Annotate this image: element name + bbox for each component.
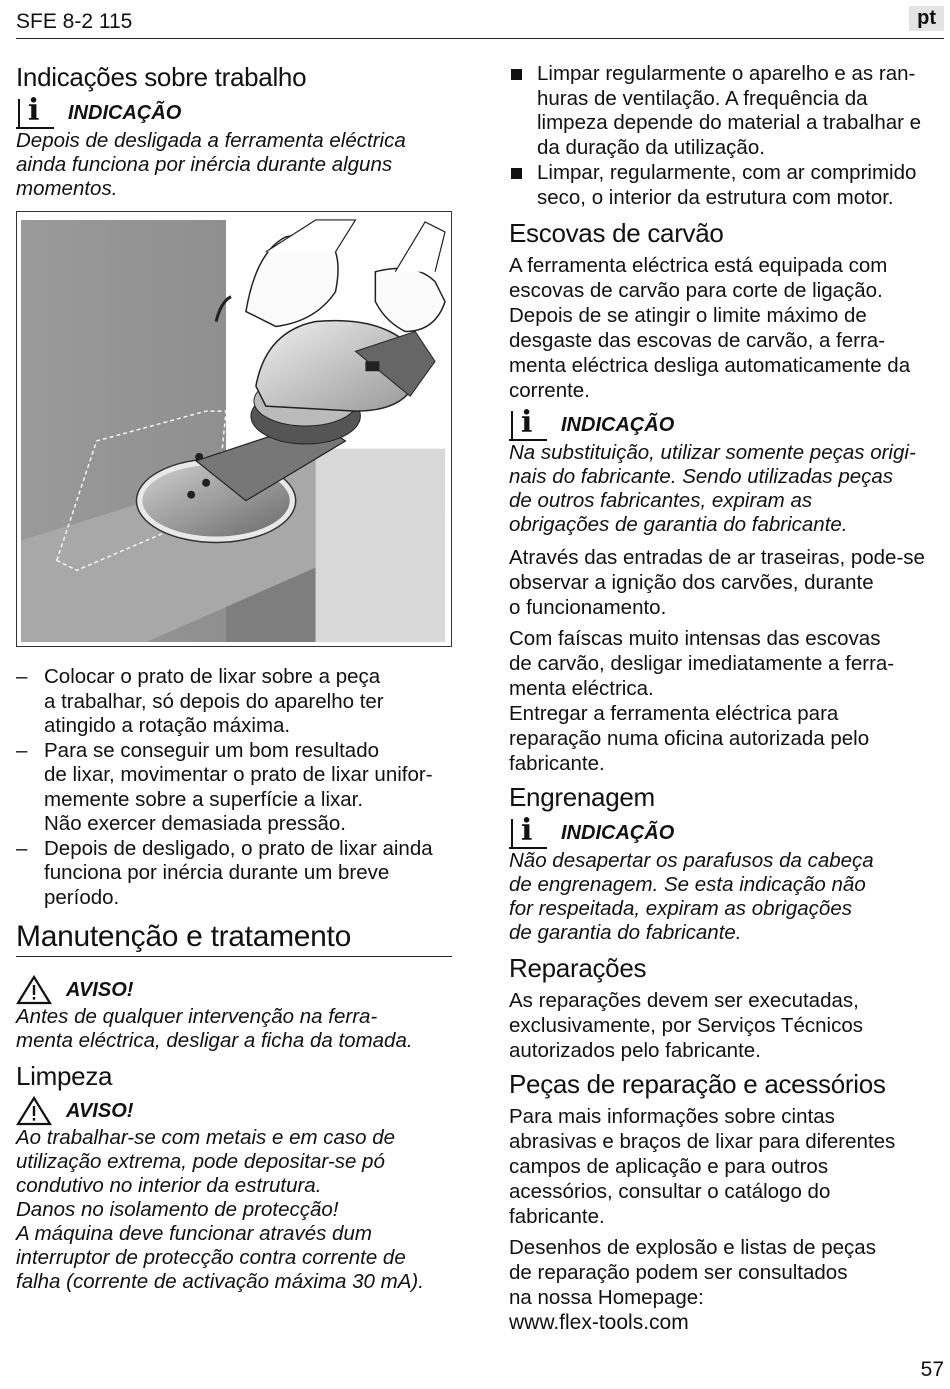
- homepage-link[interactable]: www.flex-tools.com: [509, 1311, 689, 1334]
- line: – Para se conseguir um bom resultado: [44, 738, 380, 762]
- line: utilização extrema, pode depositar-se pó: [16, 1150, 385, 1173]
- line: falha (corrente de activação máxima 30 mA).: [16, 1270, 424, 1293]
- right-column: [509, 62, 943, 1341]
- header-rule: [16, 38, 944, 39]
- page-header: [0, 0, 950, 40]
- list-item: [16, 739, 452, 837]
- line: menta eléctrica desliga automaticamente da: [509, 354, 911, 377]
- heading-cleaning: Limpeza: [16, 1061, 113, 1091]
- line: menta eléctrica, desligar a ficha da tomada.: [16, 1029, 413, 1052]
- note-label: INDICAÇÃO: [561, 413, 675, 436]
- line: nais do fabricante. Sendo utilizadas peças: [509, 465, 894, 488]
- line: abrasivas e braços de lixar para diferentes: [509, 1130, 896, 1153]
- info-icon: i: [16, 97, 54, 129]
- cleaning-bullets: [509, 62, 943, 210]
- line: Ao trabalhar-se com metais e em caso de: [16, 1126, 396, 1149]
- line: de outros fabricantes, expiram as: [509, 489, 813, 512]
- line: seco, o interior da estrutura com motor.: [537, 185, 894, 209]
- paragraph: [509, 988, 943, 1063]
- line: Depois de desligada a ferramenta eléctrica: [16, 129, 406, 152]
- line: Entregar a ferramenta eléctrica para: [509, 702, 839, 725]
- note-text: [509, 441, 943, 537]
- line: menta eléctrica.: [509, 677, 654, 700]
- line: for respeitada, expiram as obrigações: [509, 897, 852, 920]
- line: o funcionamento.: [509, 596, 667, 619]
- line: da duração da utilização.: [537, 135, 765, 159]
- line: ainda funciona por inércia durante alguns: [16, 153, 393, 176]
- line: fabricante.: [509, 1205, 605, 1228]
- line: obrigações de garantia do fabricante.: [509, 513, 848, 536]
- language-badge: pt: [909, 6, 944, 31]
- line: limpeza depende do material a trabalhar e: [537, 111, 922, 134]
- paragraph: [509, 1235, 943, 1335]
- paragraph: [509, 626, 943, 776]
- note-text: [509, 849, 943, 945]
- line: exclusivamente, por Serviços Técnicos: [509, 1014, 863, 1037]
- warning-label: AVISO!: [66, 978, 134, 1001]
- heading-repairs: Reparações: [509, 953, 647, 983]
- line: corrente.: [509, 379, 590, 402]
- line: autorizados pelo fabricante.: [509, 1039, 761, 1062]
- line: na nossa Homepage:: [509, 1286, 704, 1309]
- heading-gearing: Engrenagem: [509, 782, 655, 812]
- line: huras de ventilação. A frequência da: [537, 86, 868, 110]
- warning-title: [16, 1096, 452, 1126]
- line: período.: [44, 885, 120, 909]
- line: funciona por inércia durante um breve: [44, 861, 390, 884]
- paragraph: [509, 545, 943, 620]
- line: – Colocar o prato de lixar sobre a peça: [44, 665, 381, 688]
- line: de carvão, desligar imediatamente a ferra-: [509, 652, 895, 675]
- line: atingido a rotação máxima.: [44, 714, 291, 737]
- line: observar a ignição dos carvões, durante: [509, 571, 874, 594]
- line: Na substituição, utilizar somente peças origi-: [509, 441, 916, 464]
- warning-title: [16, 975, 452, 1005]
- work-steps-list: [16, 665, 452, 910]
- info-icon: i: [509, 817, 547, 849]
- heading-maintenance: Manutenção e tratamento: [16, 920, 452, 957]
- note-title: [509, 813, 943, 849]
- heading-spare-parts: Peças de reparação e acessórios: [509, 1069, 886, 1099]
- line: Antes de qualquer intervenção na ferra-: [16, 1005, 378, 1028]
- warning-triangle-icon: [16, 1096, 52, 1126]
- line: Limpar regularmente o aparelho e as ran-: [537, 62, 916, 85]
- list-item: [509, 62, 943, 160]
- line: Não desapertar os parafusos da cabeça: [509, 849, 874, 872]
- warning-text: [16, 1126, 452, 1294]
- note-title: [509, 405, 943, 441]
- line: de engrenagem. Se esta indicação não: [509, 873, 866, 896]
- line: de reparação podem ser consultados: [509, 1261, 848, 1284]
- line: fabricante.: [509, 752, 605, 775]
- list-item: [509, 161, 943, 210]
- line: – Depois de desligado, o prato de lixar ainda: [44, 836, 433, 860]
- line: Danos no isolamento de protecção!: [16, 1198, 339, 1221]
- paragraph: [509, 253, 943, 403]
- note-label: INDICAÇÃO: [68, 101, 182, 124]
- line: Com faíscas muito intensas das escovas: [509, 627, 881, 650]
- paragraph: [509, 1104, 943, 1229]
- line: desgaste das escovas de carvão, a ferra-: [509, 329, 886, 352]
- line: escovas de carvão para corte de ligação.: [509, 279, 883, 302]
- line: momentos.: [16, 177, 118, 200]
- note-title: [16, 93, 452, 129]
- note-label: INDICAÇÃO: [561, 821, 675, 844]
- list-item: [16, 837, 452, 911]
- line: interruptor de protecção contra corrente de: [16, 1246, 406, 1269]
- line: memente sobre a superfície a lixar.: [44, 787, 364, 811]
- line: a trabalhar, só depois do aparelho ter: [44, 689, 384, 713]
- left-column: [16, 62, 452, 1302]
- model-name: SFE 8-2 115: [16, 10, 133, 33]
- line: reparação numa oficina autorizada pelo: [509, 727, 870, 750]
- sander-drawing: [17, 212, 451, 646]
- line: A ferramenta eléctrica está equipada com: [509, 254, 888, 277]
- line: Não exercer demasiada pressão.: [44, 812, 346, 835]
- warning-triangle-icon: [16, 975, 52, 1005]
- line: condutivo no interior da estrutura.: [16, 1174, 322, 1197]
- note-text: [16, 129, 452, 201]
- info-icon: i: [509, 409, 547, 441]
- warning-label: AVISO!: [66, 1099, 134, 1122]
- line: Para mais informações sobre cintas: [509, 1105, 835, 1128]
- page-number: 57: [920, 1358, 944, 1381]
- line: Limpar, regularmente, com ar comprimido: [537, 161, 917, 184]
- line: A máquina deve funcionar através dum: [16, 1222, 372, 1245]
- heading-carbon-brushes: Escovas de carvão: [509, 218, 724, 248]
- line: Depois de se atingir o limite máximo de: [509, 304, 867, 327]
- line: As reparações devem ser executadas,: [509, 989, 859, 1012]
- line: acessórios, consultar o catálogo do: [509, 1180, 831, 1203]
- line: campos de aplicação e para outros: [509, 1155, 829, 1178]
- line: de garantia do fabricante.: [509, 921, 742, 944]
- heading-work-instructions: Indicações sobre trabalho: [16, 62, 307, 92]
- line: Através das entradas de ar traseiras, pode-se: [509, 546, 925, 569]
- sander-illustration: [16, 211, 452, 647]
- line: Desenhos de explosão e listas de peças: [509, 1236, 876, 1259]
- warning-text: [16, 1005, 452, 1053]
- list-item: [16, 665, 452, 739]
- line: de lixar, movimentar o prato de lixar unifor-: [44, 763, 433, 786]
